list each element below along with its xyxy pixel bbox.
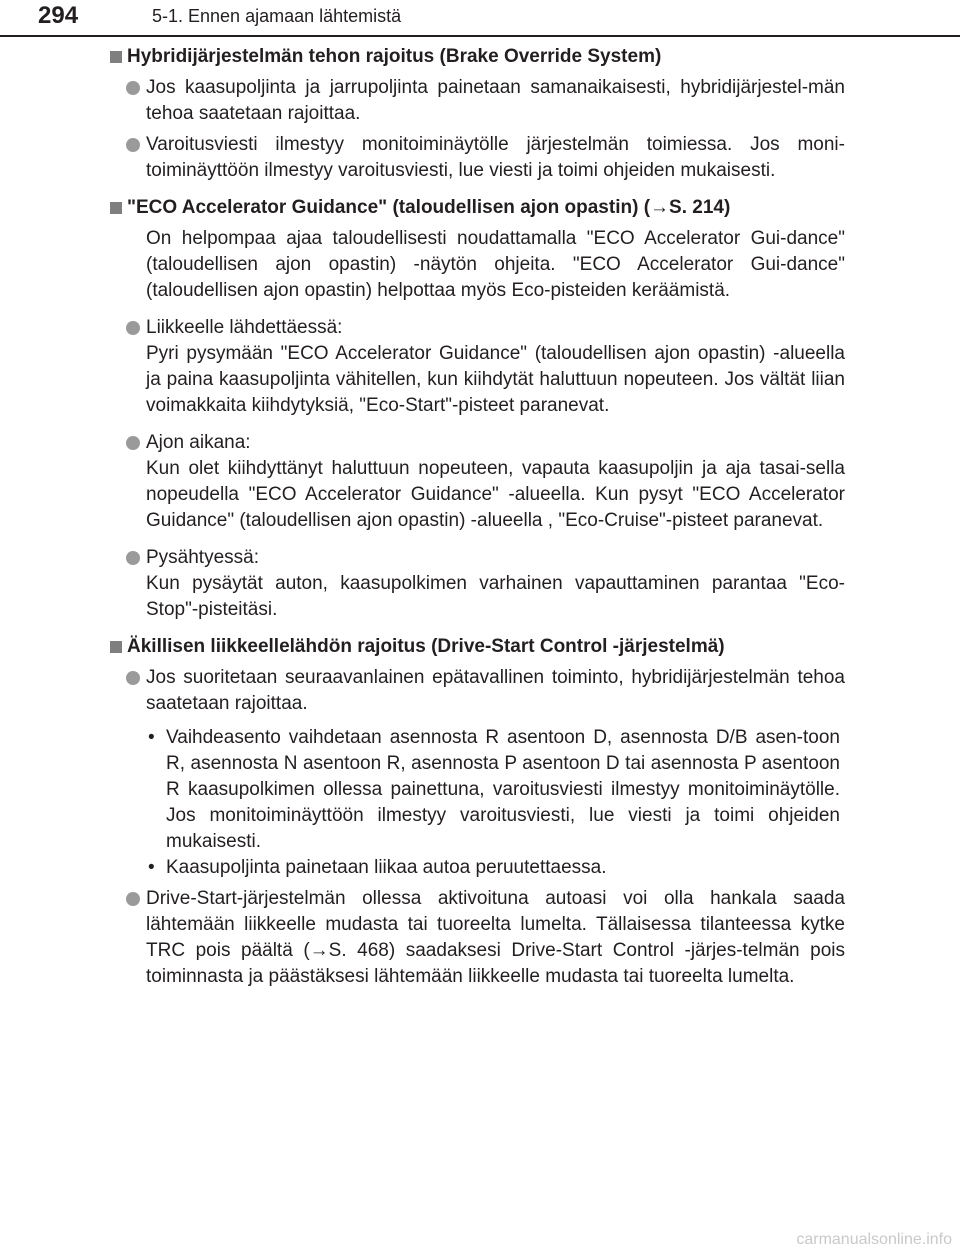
- list-item: Drive-Start-järjestelmän ollessa aktivoituna autoasi voi olla hankala saada lähtemään liikkeelle mudasta tai tuoreelta lumelta. Tällaisessa tilanteessa kytke TRC pois päältä (→S. 468) saadaksesi Drive-Start Control -järjes-telmän pois toiminnasta ja päästäksesi lähtemään liikkeelle mudasta tai tuoreelta lumelta.: [110, 886, 845, 990]
- section-heading-eco-guidance: "ECO Accelerator Guidance" (taloudellisen ajon opastin) (→S. 214): [110, 195, 845, 221]
- circle-bullet-icon: [126, 551, 140, 565]
- square-bullet-icon: [110, 51, 122, 63]
- page-content: [110, 44, 845, 990]
- dot-marker-icon: •: [148, 727, 155, 748]
- page-number: 294: [38, 2, 79, 29]
- circle-bullet-icon: [126, 436, 140, 450]
- header-rule: [0, 35, 960, 37]
- sub-list-item: • Kaasupoljinta painetaan liikaa autoa peruutettaessa.: [110, 855, 840, 881]
- circle-bullet-icon: [126, 892, 140, 906]
- circle-bullet-icon: [126, 671, 140, 685]
- circle-bullet-icon: [126, 81, 140, 95]
- sub-list-item: • Vaihdeasento vaihdetaan asennosta R asentoon D, asennosta D/B asen-toon R, asennosta N asentoon R, asennosta P asentoon D tai asennosta P asentoon R kaasupolkimen ollessa painettuna, varoitusviesti ilmestyy monitoiminäytölle. Jos monitoiminäyttöön ilmestyy varoitusviesti, lue viesti ja toimi ohjeiden mukaisesti.: [148, 727, 840, 852]
- square-bullet-icon: [110, 641, 122, 653]
- section-heading-brake-override: Hybridijärjestelmän tehon rajoitus (Brake Override System): [110, 44, 845, 70]
- chapter-title: 5-1. Ennen ajamaan lähtemistä: [152, 6, 402, 26]
- watermark: carmanualsonline.info: [796, 1231, 952, 1248]
- circle-bullet-icon: [126, 138, 140, 152]
- list-item: Jos kaasupoljinta ja jarrupoljinta painetaan samanaikaisesti, hybridijärjestel-män tehoa saatetaan rajoittaa.: [110, 75, 845, 127]
- circle-bullet-icon: [126, 321, 140, 335]
- list-item: Jos suoritetaan seuraavanlainen epätavallinen toiminto, hybridijärjestelmän tehoa saatetaan rajoittaa.: [110, 665, 845, 717]
- list-item: Varoitusviesti ilmestyy monitoiminäytölle järjestelmän toimiessa. Jos moni-toiminäyttöön ilmestyy varoitusviesti, lue viesti ja toimi ohjeiden mukaisesti.: [110, 132, 845, 184]
- list-item: Ajon aikana: Kun olet kiihdyttänyt haluttuun nopeuteen, vapauta kaasupoljin ja aja tasai-sella nopeudella "ECO Accelerator Guidance" -alueella. Kun pysyt "ECO Accelerator Guidance" (taloudellisen ajon opastin) -alueella , "Eco-Cruise"-pisteet paranevat.: [110, 430, 845, 534]
- square-bullet-icon: [110, 202, 122, 214]
- page-header: [0, 0, 960, 40]
- list-item: Liikkeelle lähdettäessä: Pyri pysymään "ECO Accelerator Guidance" (taloudellisen ajon opastin) -alueella ja paina kaasupoljinta vähitellen, kun kiihdytät haluttuun nopeuteen. Jos vältät liian voimakkaita kiihdytyksiä, "Eco-Start"-pisteet paranevat.: [110, 315, 845, 419]
- list-item: Pysähtyessä: Kun pysäytät auton, kaasupolkimen varhainen vapauttaminen parantaa "Eco-Stop"-pisteitäsi.: [110, 545, 845, 623]
- dot-marker-icon: •: [148, 857, 155, 878]
- section-heading-drive-start: Äkillisen liikkeellelähdön rajoitus (Drive-Start Control -järjestelmä): [110, 634, 845, 660]
- eco-intro-paragraph: On helpompaa ajaa taloudellisesti noudattamalla "ECO Accelerator Gui-dance" (taloudellisen ajon opastin) -näytön ohjeita. "ECO Accelerator Gui-dance" (taloudellisen ajon opastin) helpottaa myös Eco-pisteiden keräämistä.: [146, 228, 845, 301]
- sub-list: [110, 725, 845, 881]
